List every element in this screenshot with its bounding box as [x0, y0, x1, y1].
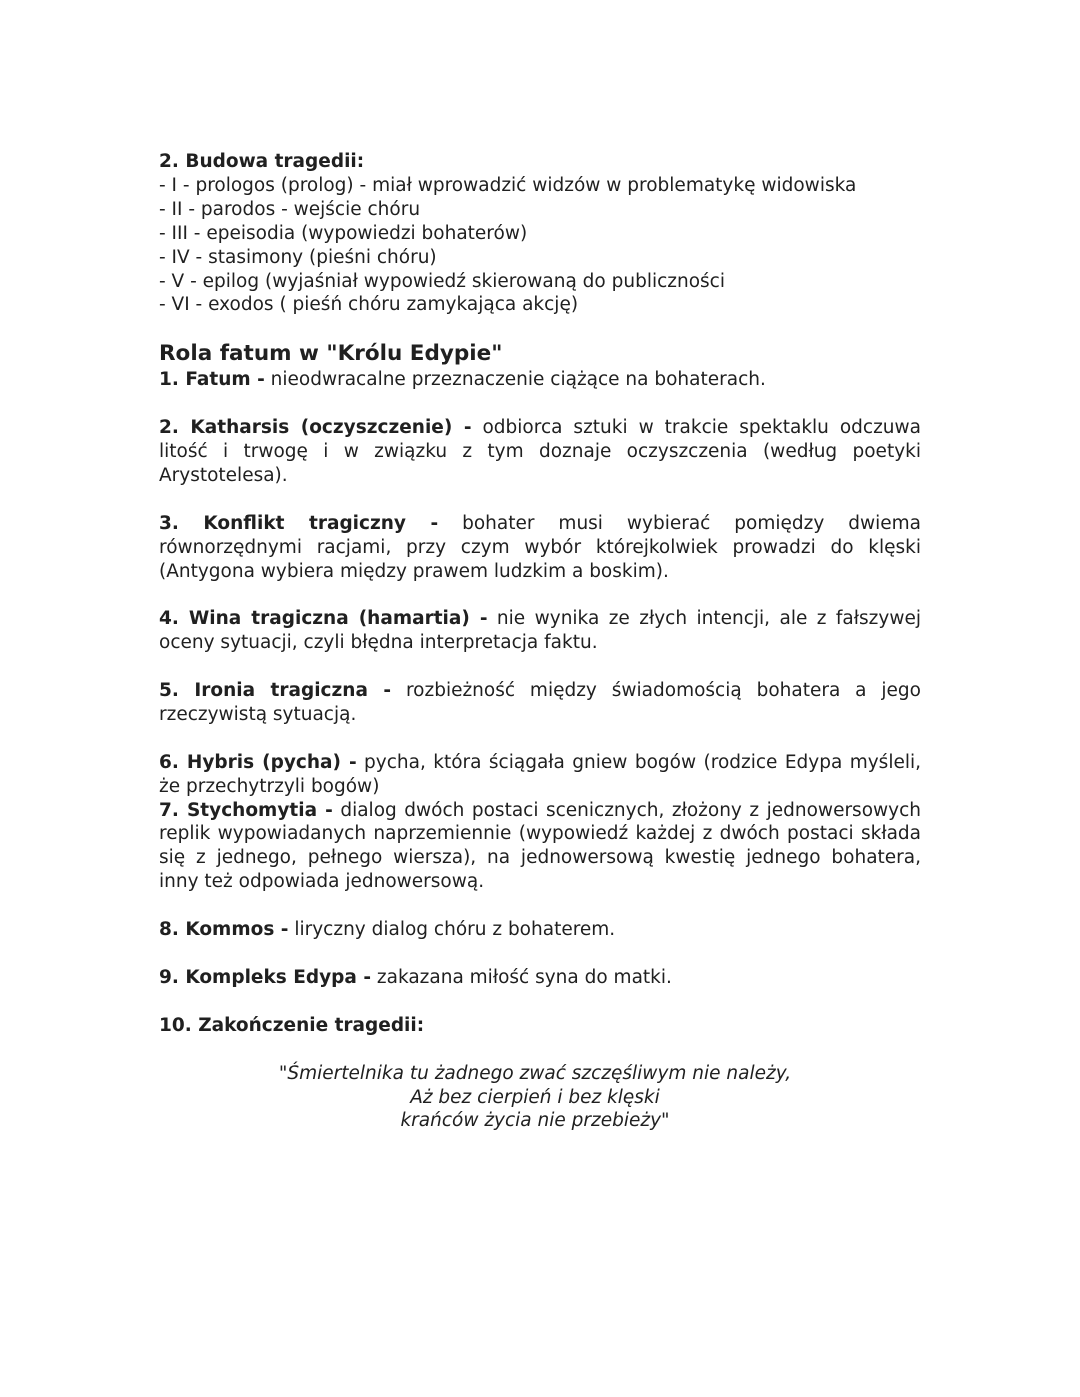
document-page: [159, 150, 921, 1133]
definition-item: [159, 416, 921, 488]
rola-section: [159, 368, 921, 1037]
budowa-item: - VI - exodos ( pieśń chóru zamykająca akcję): [159, 294, 579, 316]
definition-text: pycha, która ściągała gniew bogów (rodzice Edypa myśleli, że przechytrzyli bogów): [159, 751, 922, 797]
definition-item: [159, 751, 921, 799]
definition-item: [159, 607, 921, 655]
definition-term: 5. Ironia tragiczna -: [159, 680, 392, 702]
budowa-item: - II - parodos - wejście chóru: [159, 198, 421, 220]
definition-term: 6. Hybris (pycha) -: [159, 751, 357, 773]
quote-line: "Śmiertelnika tu żadnego zwać szczęśliwym nie należy,: [278, 1062, 792, 1084]
definition-text: zakazana miłość syna do matki.: [371, 966, 672, 988]
definition-term: 3. Konflikt tragiczny -: [159, 512, 439, 534]
definition-item: [159, 679, 921, 727]
definition-term: 7. Stychomytia -: [159, 799, 333, 821]
budowa-section: [159, 150, 921, 317]
definition-item: [159, 368, 921, 392]
definition-item: [159, 512, 921, 584]
rola-heading: Rola fatum w "Królu Edypie": [159, 341, 503, 367]
definition-term: 2. Katharsis (oczyszczenie) -: [159, 417, 472, 439]
quote-line: krańców życia nie przebieży": [400, 1110, 670, 1132]
budowa-item: - V - epilog (wyjaśniał wypowiedź skierowaną do publiczności: [159, 270, 725, 292]
closing-quote: [159, 1062, 921, 1134]
budowa-title: 2. Budowa tragedii:: [159, 151, 365, 172]
definition-item: [159, 799, 921, 895]
budowa-item: - I - prologos (prolog) - miał wprowadzić widzów w problematykę widowiska: [159, 174, 857, 196]
definition-term: 10. Zakończenie tragedii:: [159, 1014, 425, 1036]
budowa-item: - IV - stasimony (pieśni chóru): [159, 246, 437, 268]
definition-term: 9. Kompleks Edypa -: [159, 966, 372, 988]
definition-term: 8. Kommos -: [159, 919, 289, 941]
budowa-item: - III - epeisodia (wypowiedzi bohaterów): [159, 222, 528, 244]
definition-term: 4. Wina tragiczna (hamartia) -: [159, 608, 488, 630]
quote-line: Aż bez cierpień i bez klęski: [410, 1086, 660, 1108]
definition-item: [159, 1014, 921, 1038]
definition-item: [159, 966, 921, 990]
definition-text: liryczny dialog chóru z bohaterem.: [288, 919, 616, 941]
definition-text: nie wynika ze złych intencji, ale z fałszywej oceny sytuacji, czyli błędna interpretacja faktu.: [159, 608, 921, 654]
definition-item: [159, 918, 921, 942]
definition-text: odbiorca sztuki w trakcie spektaklu odczuwa litość i trwogę i w związku z tym doznaje oczyszczenia (według poetyki Arystotelesa).: [159, 417, 921, 486]
definition-text: nieodwracalne przeznaczenie ciążące na bohaterach.: [264, 369, 766, 391]
definition-text: bohater musi wybierać pomiędzy dwiema równorzędnymi racjami, przy czym wybór którejkolwiek prowadzi do klęski (Antygona wybiera między prawem ludzkim a boskim).: [159, 512, 921, 582]
definition-text: rozbieżność między świadomością bohatera a jego rzeczywistą sytuacją.: [159, 680, 921, 725]
definition-term: 1. Fatum -: [159, 369, 265, 391]
definition-text: dialog dwóch postaci scenicznych, złożony z jednowersowych replik wypowiadanych naprzemiennie (wypowiedź każdej z dwóch postaci składa się z jednego, pełnego wiersza), na jednowersową kwestię jednego bohatera, inny też odpowiada jednowersową.: [159, 799, 921, 893]
